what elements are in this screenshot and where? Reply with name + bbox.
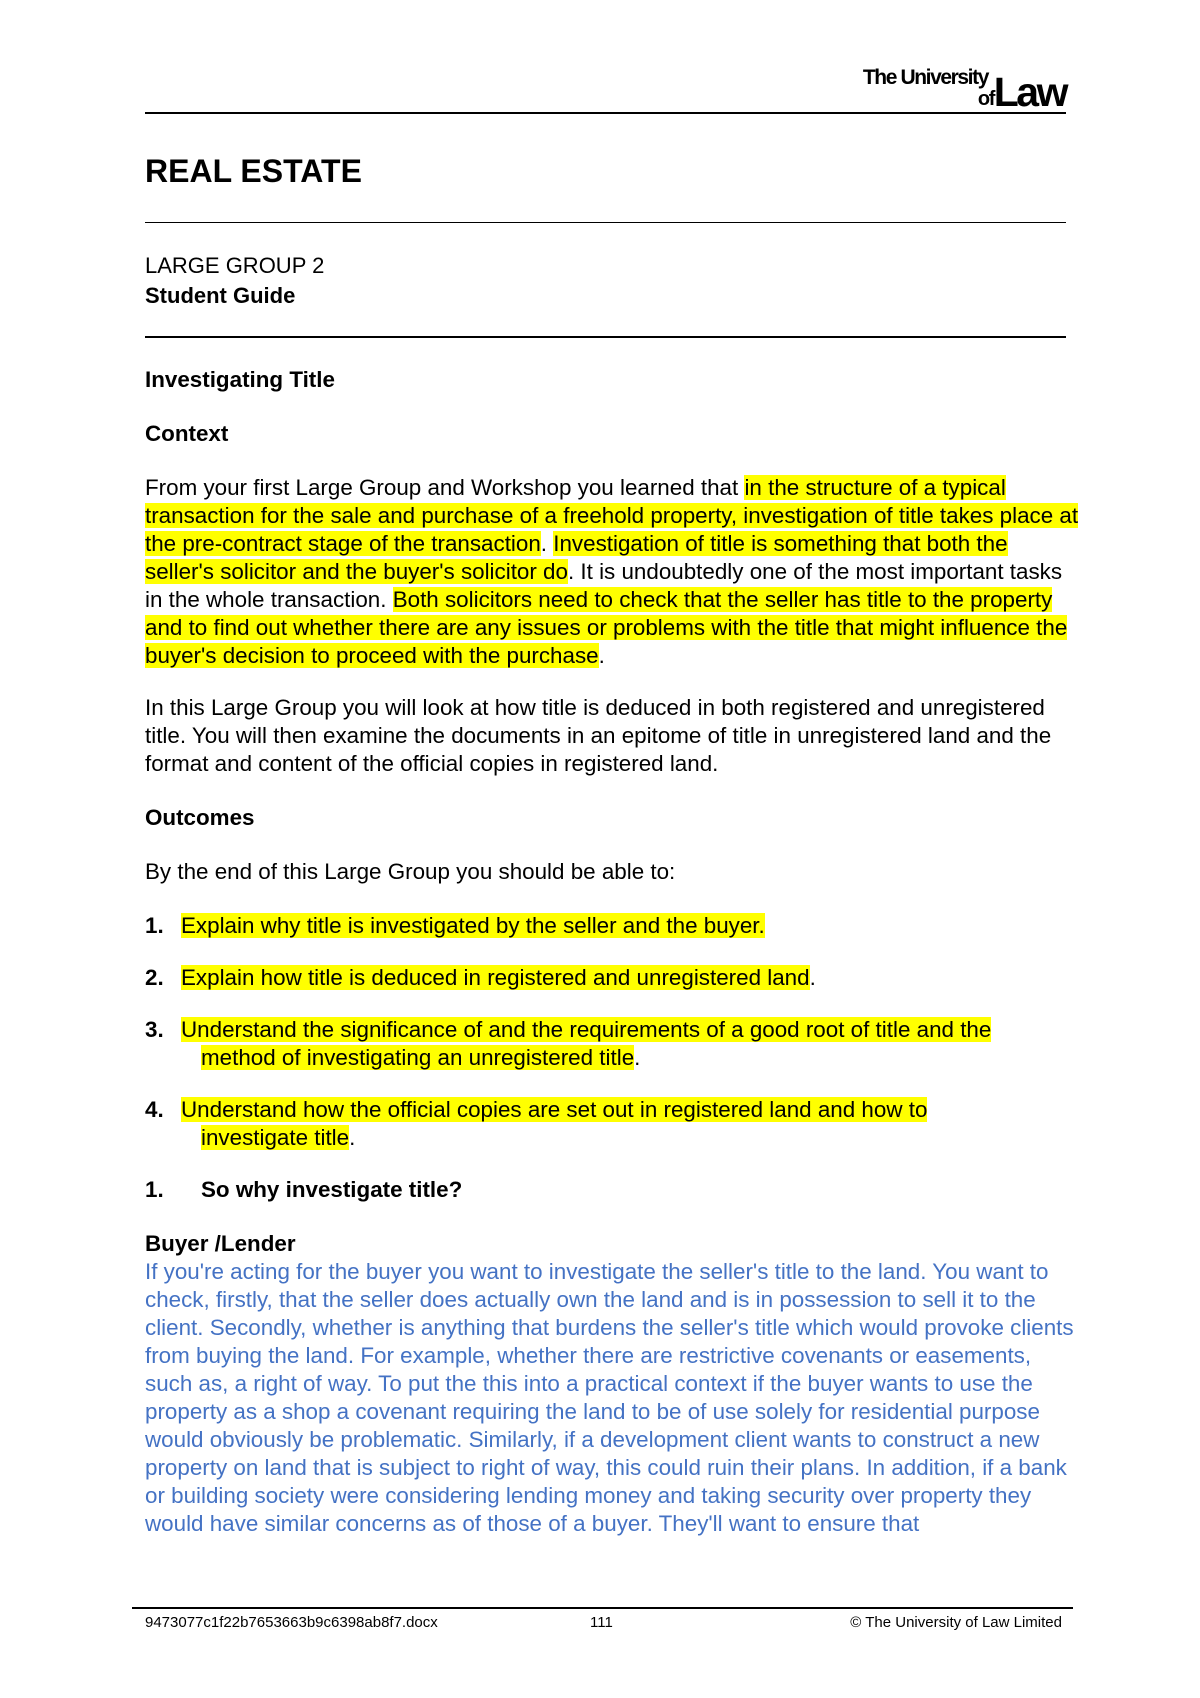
footer-divider [132,1607,1073,1609]
outcome-punctuation: . [634,1045,641,1070]
outcome-number: 4. [145,1097,164,1122]
outcomes-heading: Outcomes [145,805,255,830]
context-paragraph-2: In this Large Group you will look at how title is deduced in both registered and unregistered title. You will then examine the documents in an epitome of title in unregistered land and the format and content of the official copies in registered land. [145,695,1052,776]
logo-law: Law [993,69,1066,115]
footer-page-number: 111 [590,1614,613,1631]
paragraph-text: . [598,643,605,668]
paragraph-text: From your first Large Group and Workshop you learned that [145,475,745,500]
outcome-item [145,964,1080,992]
logo-the-university: The University [862,66,988,89]
outcome-text: Explain why title is investigated by the seller and the buyer. [181,913,765,938]
outcome-punctuation: . [809,965,816,990]
paragraph-text: . [540,531,554,556]
subtitle-divider [145,336,1066,338]
footer-copyright: © The University of Law Limited [850,1614,1062,1631]
outcome-text-continued: method of investigating an unregistered title [201,1045,635,1070]
section-1-number: 1. [145,1177,164,1202]
highlighted-text: in the structure of a typical transaction for the sale and purchase of a freehold property, investigation of title takes place at the pre-contract stage of the transaction [145,475,1079,556]
outcomes-intro: By the end of this Large Group you should be able to: [145,859,676,884]
document-title: REAL ESTATE [145,153,362,189]
context-heading: Context [145,421,229,446]
highlighted-text: Investigation of title is something that both the seller's solicitor and the buyer's solicitor do [145,531,1008,584]
header-divider [145,112,1066,114]
logo-of: of [977,88,994,110]
footer-filename: 9473077c1f22b7653663b9c6398ab8f7.docx [145,1614,438,1631]
outcome-item [145,1096,1080,1152]
context-paragraph-1 [145,474,1080,670]
student-guide-label: Student Guide [145,283,296,308]
outcome-number: 2. [145,965,164,990]
section-heading: Investigating Title [145,367,335,392]
outcome-item [145,912,1080,940]
paragraph-text: . It is undoubtedly one of the most important tasks in the whole transaction. [145,559,1063,612]
outcome-item [145,1016,1080,1072]
large-group-label: LARGE GROUP 2 [145,253,325,278]
main-content [145,366,1080,1538]
section-1-heading [145,1176,1080,1204]
section-1-title: So why investigate title? [201,1177,463,1202]
outcome-punctuation: . [349,1125,356,1150]
buyer-lender-heading: Buyer /Lender [145,1231,296,1256]
outcome-number: 1. [145,913,164,938]
subtitle-block [145,251,324,311]
outcome-text-continued: investigate title [201,1125,350,1150]
outcome-text: Understand how the official copies are set out in registered land and how to [181,1097,928,1122]
university-logo [862,64,1066,115]
title-divider [145,222,1066,223]
outcome-text: Understand the significance of and the requirements of a good root of title and the [181,1017,992,1042]
buyer-lender-body: If you're acting for the buyer you want to investigate the seller's title to the land. You want to check, firstly, that the seller does actually own the land and is in possession to sell it to the client. Secondly, whether is anything that burdens the seller's title which would provoke clients from buying the land. For example, whether there are restrictive covenants or easements, such as, a right of way. To put the this into a practical context if the buyer wants to use the property as a shop a covenant requiring the land to be of use solely for residential purpose would obviously be problematic. Similarly, if a development client wants to construct a new property on land that is subject to right of way, this could ruin their plans. In addition, if a bank or building society were considering lending money and taking security over property they would have similar concerns as of those of a buyer. They'll want to ensure that [145,1259,1074,1536]
highlighted-text: Both solicitors need to check that the seller has title to the property and to find out whether there are any issues or problems with the title that might influence the buyer's decision to proceed with the purchase [145,587,1068,668]
outcomes-list [145,912,1080,1176]
outcome-text: Explain how title is deduced in registered and unregistered land [181,965,810,990]
outcome-number: 3. [145,1017,164,1042]
